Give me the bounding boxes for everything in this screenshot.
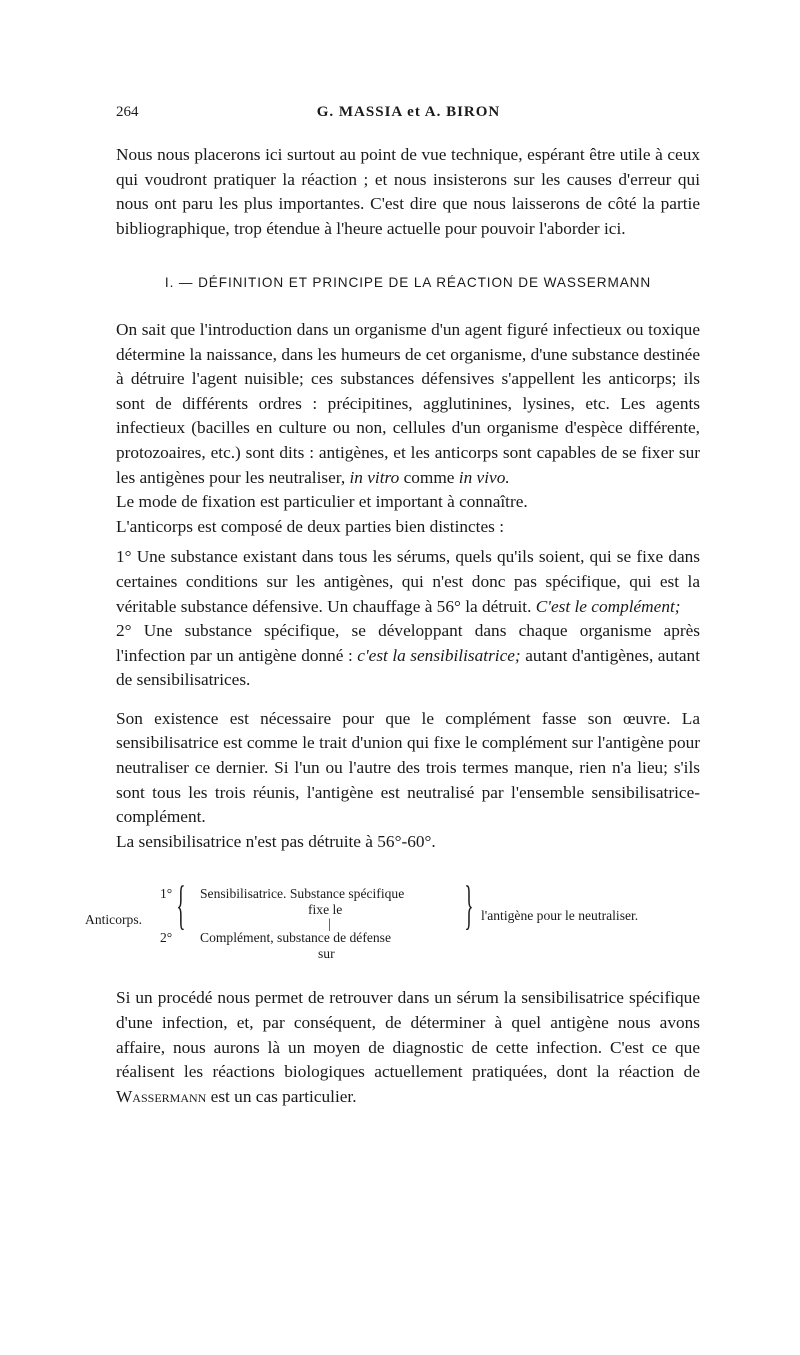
existence-paragraph: Son existence est nécessaire pour que le complément fasse son œuvre. La sensibilisatrice est comme le trait d'union qui fixe le complément sur l'antigène pour neutraliser ce dernier. Si l'un ou l'autre des trois termes manque, rien n'a lieu; s'ils sont tous les trois réunis, l'antigène est neutralisé par l'ensemble sensibilisatrice-complément.	[116, 708, 700, 827]
left-brace: {	[176, 875, 186, 936]
definition-paragraph: On sait que l'introduction dans un organisme d'un agent figuré infectieux ou toxique détermine la naissance, dans les humeurs de cet organisme, d'une substance destinée à détruire l'agent nuisible; ces substances défensives s'appellent les anticorps; ils sont de différents ordres : précipitines, agglutinines, lysines, etc. Les agents infectieux (bacilles en culture ou non, cellules d'un organisme d'espèce différente, protozoaires, etc.) sont dits : antigènes, et les anticorps sont capables de se fixer sur les antigènes pour les neutraliser, in vitro comme in vivo.	[116, 319, 700, 487]
fixation-paragraph: Le mode de fixation est particulier et important à connaître.	[116, 492, 528, 512]
italic-in-vivo: in vivo.	[458, 467, 510, 487]
wassermann-smallcaps: Wassermann	[116, 1086, 207, 1106]
italic-in-vitro: in vitro	[349, 467, 400, 487]
scheme-line-1: Sensibilisatrice. Substance spécifique	[200, 886, 405, 902]
italic-complement: C'est le complément;	[535, 596, 681, 616]
running-head-authors: G. MASSIA et A. BIRON	[316, 104, 501, 120]
scheme-fixe: fixe le	[308, 902, 343, 918]
italic-sensibilisatrice: c'est la sensibilisatrice;	[357, 645, 521, 665]
intro-paragraph: Nous nous placerons ici surtout au point de vue technique, espérant être utile à ceux qui voudront pratiquer la réaction ; et nous insisterons sur les causes d'erreur qui nous ont paru les plus importantes. C'est dire que nous laisserons de côté la partie bibliographique, trop étendue à l'heure actuelle pour pouvoir l'aborder ici.	[116, 145, 700, 238]
section-heading: I. — DÉFINITION ET PRINCIPE DE LA RÉACTION DE WASSERMANN	[164, 275, 652, 291]
scheme-result: l'antigène pour le neutraliser.	[481, 908, 639, 924]
scheme-label: Anticorps.	[85, 912, 143, 928]
body-text	[85, 143, 700, 1109]
scheme-sur: sur	[318, 946, 335, 962]
heat-paragraph: La sensibilisatrice n'est pas détruite à 56°-60°.	[116, 831, 436, 851]
anticorps-scheme	[85, 875, 700, 966]
scheme-number-1: 1°	[160, 886, 173, 902]
composition-paragraph: L'anticorps est composé de deux parties bien distinctes :	[116, 516, 505, 536]
final-paragraph: Si un procédé nous permet de retrouver dans un sérum la sensibilisatrice spécifique d'une infection, et, par conséquent, de déterminer à quel antigène nous avons affaire, nous aurons là un moyen de diagnostic de cette infection. C'est ce que réalisent les réactions biologiques actuellement pratiquées, dont la réaction de Wassermann est un cas particulier.	[116, 988, 700, 1106]
scheme-bar: |	[328, 916, 331, 932]
right-brace: }	[464, 875, 474, 936]
scheme-line-2: Complément, substance de défense	[200, 930, 392, 946]
item-complement: 1° Une substance existant dans tous les sérums, quels qu'ils soient, qui se fixe dans certaines conditions sur les antigènes, qui n'est donc pas spécifique, qui est la véritable substance défensive. Un chauffage à 56° la détruit. C'est le complément;	[116, 547, 700, 616]
item-sensibilisatrice: 2° Une substance spécifique, se développant dans chaque organisme après l'infection par un antigène donné : c'est la sensibilisatrice; autant d'antigènes, autant de sensibilisatrices.	[116, 621, 700, 690]
page-number: 264	[116, 104, 139, 120]
running-head	[116, 104, 701, 126]
scheme-number-2: 2°	[160, 930, 173, 946]
